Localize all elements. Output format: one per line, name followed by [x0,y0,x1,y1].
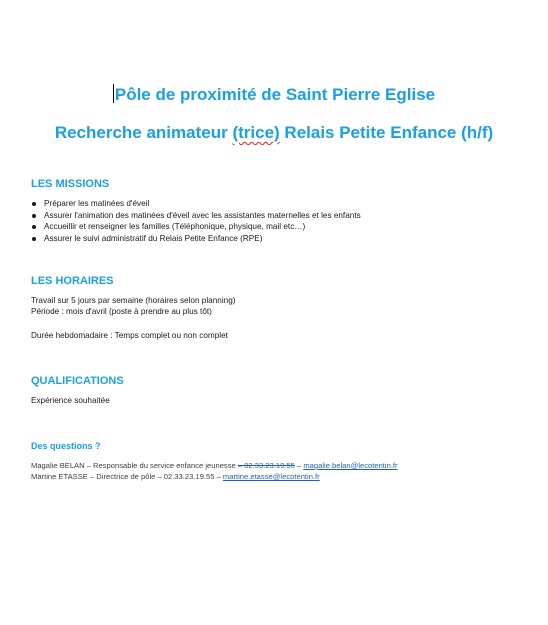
missions-heading: LES MISSIONS [31,178,110,190]
bullet-icon [32,202,36,206]
missions-list [31,198,361,244]
horaires-line-3: Durée hebdomadaire : Temps complet ou non complet [31,331,228,340]
contact-phone-link[interactable]: – 02.33.23.19.55 [237,461,295,470]
bullet-icon [32,214,36,218]
questions-heading: Des questions ? [31,441,101,451]
contact-name-role: Magalie BELAN – Responsable du service enfance jeunesse [31,461,238,470]
list-item [31,198,361,210]
list-item-text: Assurer le suivi administratif du Relais Petite Enfance (RPE) [44,233,263,243]
job-title-part2: Relais Petite Enfance (h/f) [279,123,494,142]
document-title-text: Pôle de proximité de Saint Pierre Eglise [114,85,436,104]
list-item-text: Accueillir et renseigner les familles (Téléphonique, physique, mail etc…) [44,222,306,231]
list-item-text: Assurer l'animation des matinées d'éveil avec les assistantes maternelles et les enfants [44,210,361,220]
list-item-text: Préparer les matinées d'éveil [44,199,150,208]
qualifications-heading: QUALIFICATIONS [31,375,124,387]
contact-line-etasse [31,472,320,481]
bullet-icon [32,237,36,241]
contact-email-link[interactable]: magalie.belan@lecotentin.fr [303,461,398,470]
contact-email-link[interactable]: martine.etasse@lecotentin.fr [222,472,320,481]
horaires-heading: LES HORAIRES [31,275,114,287]
job-title [0,123,548,143]
job-title-flagged-word: (trice) [232,123,280,142]
list-item [31,233,361,245]
contact-separator: – [294,461,304,470]
text-cursor [113,84,114,103]
contact-line-belan [31,461,398,470]
horaires-line-1: Travail sur 5 jours par semaine (horaires selon planning) [31,296,236,305]
contact-name-role: Martine ETASSE – Directrice de pôle – 02.33.23.19.55 – [31,472,223,481]
list-item [31,221,361,233]
document-title [0,84,548,105]
bullet-icon [32,225,36,229]
list-item [31,210,361,222]
horaires-line-2: Période : mois d'avril (poste à prendre au plus tôt) [31,307,212,316]
qualifications-line-1: Expérience souhaitée [31,396,110,405]
job-title-part1: Recherche animateur [54,123,233,142]
